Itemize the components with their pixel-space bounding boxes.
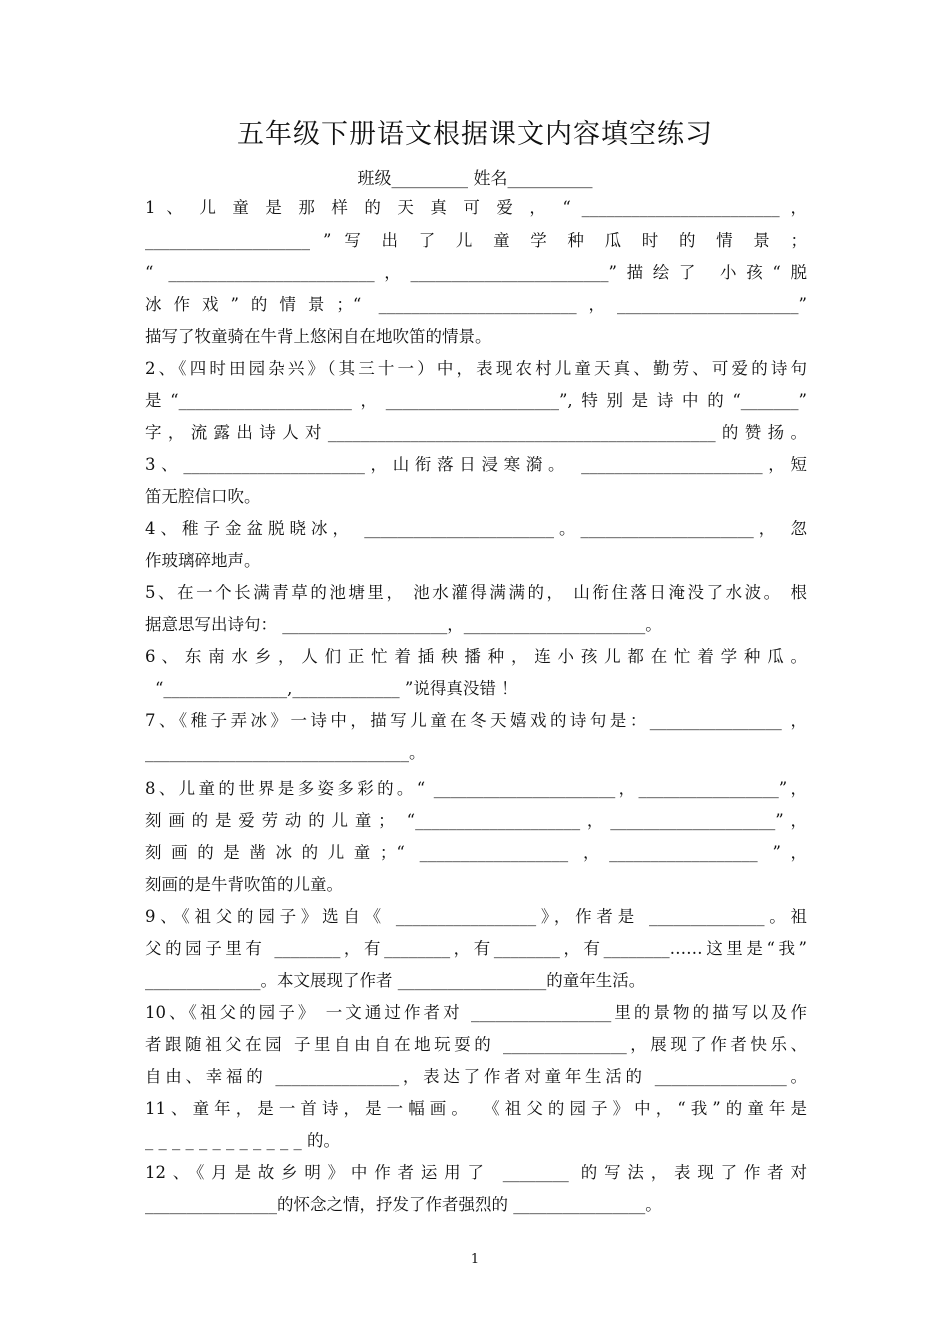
- question-1-line-2: ____________________ ” 写 出 了 儿 童 学 种 瓜 时 的 情 景 ；: [145, 231, 807, 250]
- question-4-line-2: 作玻璃碎地声。: [145, 551, 261, 570]
- question-8-line-2: 刻画的是爱劳动的儿童； “____________________，____________________”，: [145, 811, 807, 830]
- page-title: 五年级下册语文根据课文内容填空练习: [237, 119, 713, 150]
- question-1-line-4: 冰作戏”的情景；“ ________________________，______________________”: [145, 295, 807, 314]
- question-9-line-2: 父的园子里有 ________，有________，有________，有________……这里是“我”: [145, 939, 807, 958]
- question-3-line-1: 3、______________________，山衔落日浸寒漪。 ______________________，短: [145, 455, 807, 474]
- question-7-line-1: 7、《稚子弄冰》一诗中，描写儿童在冬天嬉戏的诗句是：________________ ，: [145, 711, 807, 730]
- question-3-line-2: 笛无腔信口吹。: [145, 487, 261, 506]
- question-9-line-3: ______________。本文展现了作者 __________________的童年生活。: [145, 971, 646, 990]
- question-1-line-1: 1 、 儿 童 是 那 样 的 天 真 可 爱 ， “ ________________________ ，: [145, 198, 807, 217]
- question-11-line-1: 11、童年，是一首诗，是一幅画。 《祖父的园子》中，“我”的童年是: [145, 1099, 807, 1118]
- question-11-line-2: _ _ _ _ _ _ _ _ _ _ _ _ 的。: [145, 1131, 340, 1150]
- question-2-line-1: 2、《四时田园杂兴》（其三十一）中，表现农村儿童天真、勤劳、可爱的诗句: [145, 359, 807, 378]
- question-10-line-1: 10、《祖父的园子》 一文通过作者对 _________________里的景物的描写以及作: [145, 1003, 807, 1022]
- question-10-line-3: 自由、幸福的 _______________，表达了作者对童年生活的 ________________。: [145, 1067, 807, 1086]
- question-12-line-2: ________________的怀念之情，抒发了作者强烈的 ________________。: [145, 1195, 662, 1214]
- question-4-line-1: 4、稚子金盆脱晓冰， _______________________。_____________________， 忽: [145, 519, 807, 538]
- question-9-line-1: 9、《祖父的园子》选自《 _________________》，作者是 ______________。祖: [145, 907, 807, 926]
- question-6-line-1: 6 、 东 南 水 乡 ， 人 们 正 忙 着 插 秧 播 种 ， 连 小 孩 儿 都 在 忙 着 学 种 瓜 。: [145, 647, 807, 666]
- question-6-line-2: “_______________,_____________ ”说得真没错 ！: [155, 679, 518, 698]
- question-5-line-2: 据意思写出诗句： ____________________，______________________。: [145, 615, 662, 634]
- question-10-line-2: 者跟随祖父在园 子里自由自在地玩耍的 _______________，展现了作者快乐、: [145, 1035, 807, 1054]
- question-8-line-1: 8、儿童的世界是多姿多彩的。“ ______________________，_________________”，: [145, 779, 807, 798]
- class-name-fields: 班级_________ 姓名__________: [357, 169, 593, 189]
- question-1-line-5: 描写了牧童骑在牛背上悠闲自在地吹笛的情景。: [145, 327, 492, 346]
- page-number: 1: [470, 1252, 480, 1267]
- question-12-line-1: 12、《月是故乡明》中作者运用了 ________ 的写法，表现了作者对: [145, 1163, 807, 1182]
- question-2-line-2: 是“_____________________，_____________________”,特别是诗中的“_______”: [145, 391, 807, 410]
- question-8-line-3: 刻画的是凿冰的儿童；“ __________________ ，__________________ ”，: [145, 843, 807, 862]
- question-5-line-1: 5、在一个长满青草的池塘里， 池水灌得满满的， 山衔住落日淹没了水波。 根: [145, 583, 807, 602]
- question-1-line-3: “ _________________________，________________________”描绘了 小孩“脱: [145, 263, 807, 282]
- question-8-line-4: 刻画的是牛背吹笛的儿童。: [145, 875, 343, 894]
- question-7-line-2: ________________________________。: [145, 743, 426, 762]
- question-2-line-3: 字，流露出诗人对_______________________________________________的赞扬。: [145, 423, 807, 442]
